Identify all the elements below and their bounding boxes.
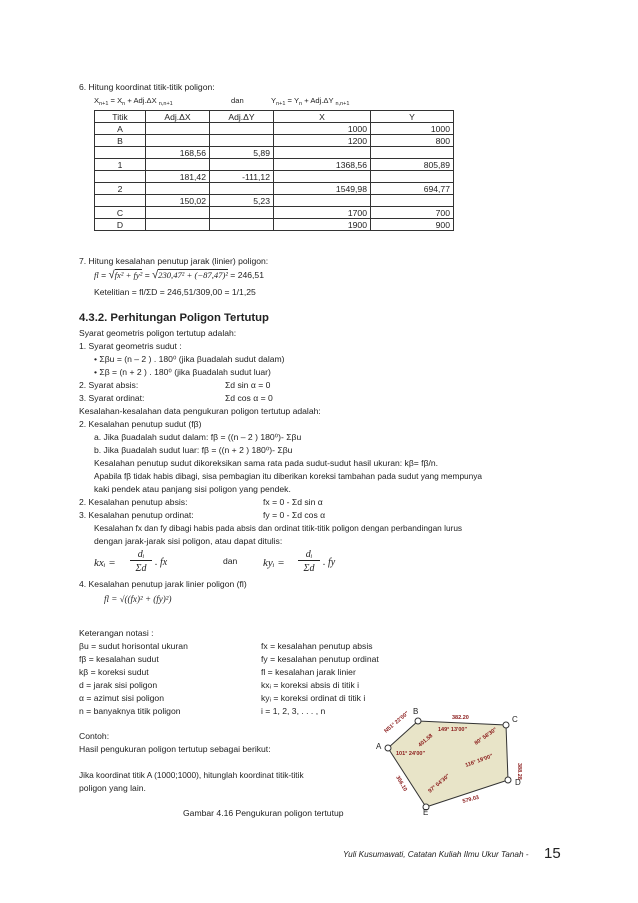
distance-label: 579.03: [461, 794, 480, 805]
table-cell: C: [95, 207, 146, 219]
point-label: B: [413, 707, 419, 716]
text-line: Kesalahan fx dan fy dibagi habis pada absis dan ordinat titik-titik poligon dengan perbandingan lurus: [94, 523, 463, 533]
point-label: E: [423, 808, 429, 815]
table-cell: 1: [95, 159, 146, 171]
table-row: [95, 135, 454, 147]
note-right: fx = kesalahan penutup absis: [261, 641, 373, 651]
distance-label: 388.28: [516, 763, 522, 780]
note-left: kβ = koreksi sudut: [79, 667, 149, 677]
table-cell: 181,42: [146, 171, 210, 183]
note-right: fy = kesalahan penutup ordinat: [261, 654, 379, 664]
ky-num: dᵢ: [298, 549, 320, 561]
table-cell: [146, 219, 210, 231]
text-line: Kesalahan penutup sudut dikoreksikan sama rata pada sudut-sudut hasil ukuran: kβ= fβ/n.: [94, 458, 439, 468]
note-right: kxᵢ = koreksi absis di titik i: [261, 680, 360, 690]
table-cell: B: [95, 135, 146, 147]
table-row: [95, 123, 454, 135]
angle-label: N51° 22'00": [383, 710, 411, 735]
table-cell: 5,23: [210, 195, 274, 207]
table-cell: [210, 135, 274, 147]
table-cell: [95, 195, 146, 207]
table-cell: [146, 123, 210, 135]
point-marker: [385, 745, 391, 751]
table-cell: [274, 171, 371, 183]
text-line: Kesalahan-kesalahan data pengukuran poligon tertutup adalah:: [79, 406, 321, 416]
step-6-title: 6. Hitung koordinat titik-titik poligon:: [79, 82, 215, 92]
point-label: C: [512, 715, 518, 724]
table-cell: 1000: [274, 123, 371, 135]
fl-expr: fx² + fy²: [114, 270, 143, 280]
polygon-figure: [368, 705, 534, 815]
kx-lhs: kxᵢ =: [94, 557, 116, 569]
table-header-cell: Y: [371, 111, 454, 123]
text-line: 3. Syarat ordinat:: [79, 393, 145, 403]
table-header-cell: Adj.ΔY: [210, 111, 274, 123]
jika-text-2: poligon yang lain.: [79, 783, 146, 793]
figure-caption: Gambar 4.16 Pengukuran poligon tertutup: [183, 808, 344, 818]
table-cell: A: [95, 123, 146, 135]
text-line: Apabila fβ tidak habis dibagi, sisa pembagian itu diberikan koreksi tambahan pada sudut yang mempunya: [94, 471, 483, 481]
bullet-line: • Σβu = (n – 2 ) . 180⁰ (jika βuadalah sudut dalam): [94, 354, 285, 364]
angle-label: 80° 58'30": [473, 726, 499, 747]
table-cell: 1200: [274, 135, 371, 147]
formula-y: $Y_{n+1} = Y_n + Adj.\Delta Y$ $_{n,n+1}$: [271, 96, 350, 107]
kx-den: Σd: [135, 563, 147, 574]
kx-tail: . fx: [155, 557, 168, 568]
point-label: A: [376, 742, 382, 751]
table-header-cell: Titik: [95, 111, 146, 123]
fl-lhs: fl: [94, 270, 99, 280]
formula-x: $X_{n+1} = X_n + Adj.\Delta X$ $_{n,n+1}$: [94, 96, 173, 107]
table-cell: 168,56: [146, 147, 210, 159]
fl-eq2: =: [144, 270, 150, 280]
note-right: kyᵢ = koreksi ordinat di titik i: [261, 693, 366, 703]
table-header-cell: Adj.ΔX: [146, 111, 210, 123]
table-cell: 1368,56: [274, 159, 371, 171]
kx-num: dᵢ: [130, 549, 152, 561]
table-header-row: [95, 111, 454, 123]
text-line: 1. Syarat geometris sudut :: [79, 341, 182, 351]
table-cell: 150,02: [146, 195, 210, 207]
footer-text: Yuli Kusumawati, Catatan Kuliah Ilmu Ukur Tanah -: [343, 850, 529, 859]
point-marker: [505, 777, 511, 783]
text-line: 4. Kesalahan penutup jarak linier poligon (fl): [79, 579, 247, 589]
text-line: dengan jarak-jarak sisi poligon, atau dapat ditulis:: [94, 536, 283, 546]
angle-label: 116° 19'00": [464, 753, 494, 769]
ketelitian: Ketelitian = fl/ΣD = 246,51/309,00 = 1/1,25: [94, 287, 256, 297]
formula-dan: dan: [231, 96, 244, 105]
table-row: [95, 207, 454, 219]
text-line: Σd sin α = 0: [225, 380, 271, 390]
sqrt-icon: √: [152, 269, 159, 281]
note-left: α = azimut sisi poligon: [79, 693, 164, 703]
text-line: fx = 0 - Σd sin α: [263, 497, 323, 507]
table-cell: 900: [371, 219, 454, 231]
fl-nums: 230,47² + (−87,47)²: [158, 270, 228, 280]
table-cell: 1900: [274, 219, 371, 231]
note-left: n = banyaknya titik poligon: [79, 706, 181, 716]
distance-label: 401.58: [417, 733, 435, 749]
table-cell: [210, 123, 274, 135]
point-marker: [503, 722, 509, 728]
note-left: βu = sudut horisontal ukuran: [79, 641, 188, 651]
text-line: 2. Syarat absis:: [79, 380, 139, 390]
table-cell: [371, 195, 454, 207]
table-cell: [146, 135, 210, 147]
note-left: fβ = kesalahan sudut: [79, 654, 159, 664]
table-cell: -111,12: [210, 171, 274, 183]
notes-title: Keterangan notasi :: [79, 628, 154, 638]
table-cell: [95, 171, 146, 183]
sqrt-icon: √: [108, 269, 115, 281]
table-cell: [371, 147, 454, 159]
fl-result: = 246,51: [230, 270, 264, 280]
table-cell: D: [95, 219, 146, 231]
hasil-text: Hasil pengukuran poligon tertutup sebagai berikut:: [79, 744, 271, 754]
point-label: D: [515, 778, 521, 787]
table-cell: 805,89: [371, 159, 454, 171]
table-cell: [210, 207, 274, 219]
table-cell: [210, 219, 274, 231]
bullet-line: • Σβ = (n + 2 ) . 180⁰ (jika βuadalah sudut luar): [94, 367, 271, 377]
section-heading: 4.3.2. Perhitungan Poligon Tertutup: [79, 312, 269, 324]
point-marker: [415, 718, 421, 724]
table-cell: 694,77: [371, 183, 454, 195]
table-cell: 5,89: [210, 147, 274, 159]
text-line: Syarat geometris poligon tertutup adalah:: [79, 328, 237, 338]
table-cell: [146, 183, 210, 195]
table-cell: 1000: [371, 123, 454, 135]
table-cell: 700: [371, 207, 454, 219]
table-row: [95, 159, 454, 171]
angle-label: 97° 04'30": [427, 773, 452, 795]
table-cell: 1700: [274, 207, 371, 219]
jika-text-1: Jika koordinat titik A (1000;1000), hitunglah koordinat titik-titik: [79, 770, 304, 780]
fl-formula-2: fl = √((fx)² + (fy)²): [104, 594, 172, 604]
text-line: dan: [223, 556, 238, 566]
angle-label: 101° 24'00": [396, 751, 426, 757]
text-line: kaki pendek atau panjang sisi poligon yang pendek.: [94, 484, 291, 494]
step-7-title: 7. Hitung kesalahan penutup jarak (linier) poligon:: [79, 256, 269, 266]
fl-eq: =: [101, 270, 107, 280]
coordinate-table: [94, 110, 454, 231]
table-row: [95, 171, 454, 183]
ky-lhs: kyᵢ =: [263, 557, 285, 569]
table-cell: [146, 159, 210, 171]
table-cell: 1549,98: [274, 183, 371, 195]
table-cell: 2: [95, 183, 146, 195]
contoh-label: Contoh:: [79, 731, 110, 741]
table-header-cell: X: [274, 111, 371, 123]
distance-label: 382.20: [452, 715, 469, 721]
table-cell: [210, 159, 274, 171]
distance-label: 356.10: [394, 775, 408, 793]
angle-label: 149° 13'00": [438, 727, 468, 733]
table-row: [95, 219, 454, 231]
table-row: [95, 183, 454, 195]
table-cell: [146, 207, 210, 219]
text-line: fy = 0 - Σd cos α: [263, 510, 326, 520]
ky-den: Σd: [303, 563, 315, 574]
table-cell: [95, 147, 146, 159]
note-right: i = 1, 2, 3, . . . , n: [261, 706, 326, 716]
page-number: 15: [544, 845, 561, 862]
table-cell: [210, 183, 274, 195]
note-right: fl = kesalahan jarak linier: [261, 667, 356, 677]
table-cell: [274, 147, 371, 159]
text-line: b. Jika βuadalah sudut luar: fβ = ((n + 2 ) 180⁰)- Σβu: [94, 445, 293, 455]
table-cell: [274, 195, 371, 207]
table-row: [95, 195, 454, 207]
note-left: d = jarak sisi poligon: [79, 680, 158, 690]
text-line: 2. Kesalahan penutup absis:: [79, 497, 188, 507]
text-line: 2. Kesalahan penutup sudut (fβ): [79, 419, 202, 429]
fl-formula: [94, 270, 264, 281]
table-cell: 800: [371, 135, 454, 147]
table-cell: [371, 171, 454, 183]
ky-tail: . fy: [323, 557, 336, 568]
text-line: 3. Kesalahan penutup ordinat:: [79, 510, 194, 520]
text-line: a. Jika βuadalah sudut dalam: fβ = ((n – 2 ) 180⁰)- Σβu: [94, 432, 302, 442]
table-row: [95, 147, 454, 159]
text-line: Σd cos α = 0: [225, 393, 273, 403]
